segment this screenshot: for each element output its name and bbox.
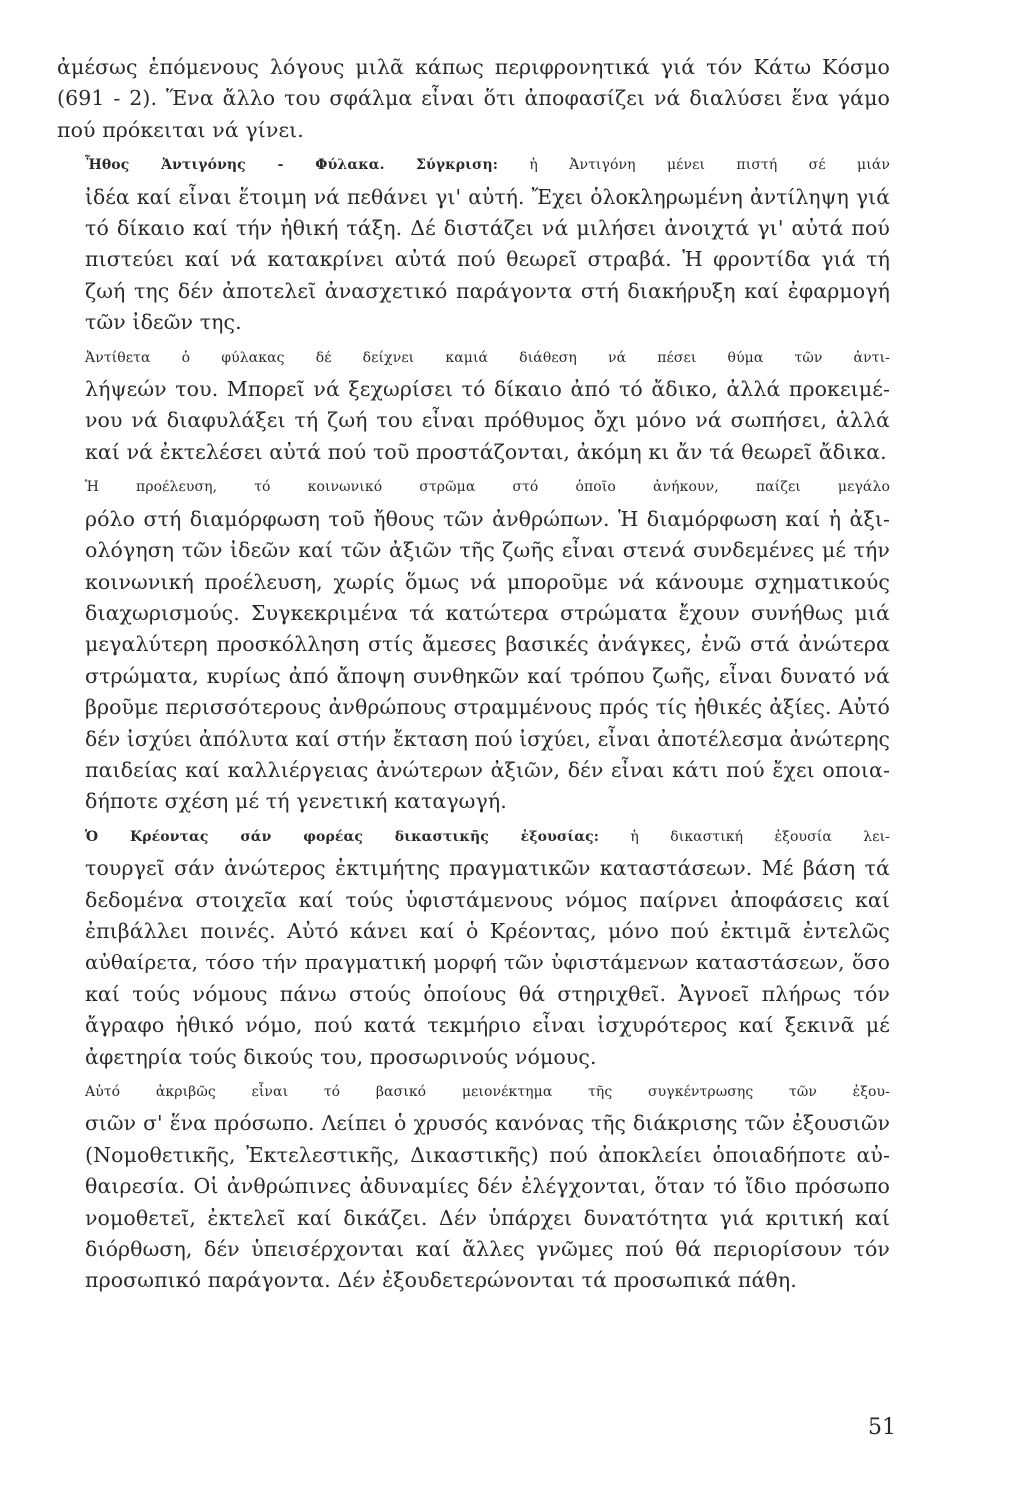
text-line: διαχωρισμούς. Συγκεκριμένα τά κατώτερα στρώματα ἔχουν συνήθως μιά bbox=[85, 600, 890, 625]
paragraph-4 bbox=[57, 472, 890, 817]
section-heading: Ὁ Κρέοντας σάν φορέας δικαστικῆς ἐξουσίας: bbox=[85, 828, 599, 845]
text-line: πού πρόκειται νά γίνει. bbox=[57, 117, 304, 142]
text-line: καί τούς νόμους πάνω στούς ὁποίους θά στηριχθεῖ. Ἀγνοεῖ πλήρως τόν bbox=[85, 981, 890, 1006]
text-line: ἄγραφο ἠθικό νόμο, πού κατά τεκμήριο εἶναι ἰσχυρότερος καί ξεκινᾶ μέ bbox=[85, 1013, 890, 1038]
paragraph-5 bbox=[57, 822, 890, 1073]
text-line: τουργεῖ σάν ἀνώτερος ἐκτιμήτης πραγματικῶν καταστάσεων. Μέ βάση τά bbox=[85, 856, 890, 881]
text-line: ζωή της δέν ἀποτελεῖ ἀνασχετικό παράγοντα στή διακήρυξη καί ἐφαρμογή bbox=[85, 278, 890, 303]
text-line: ἀμέσως ἑπόμενους λόγους μιλᾶ κάπως περιφρονητικά γιά τόν Κάτω Κόσμο bbox=[57, 55, 890, 79]
text-line: πιστεύει καί νά κατακρίνει αὐτά πού θεωρεῖ στραβά. Ἡ φροντίδα γιά τή bbox=[85, 247, 890, 272]
page-number: 51 bbox=[868, 1415, 896, 1440]
text-line: (Νομοθετικῆς, Ἐκτελεστικῆς, Δικαστικῆς) πού ἀποκλείει ὁποιαδήποτε αὐ- bbox=[85, 1142, 890, 1167]
text-line: ολόγηση τῶν ἰδεῶν καί τῶν ἀξιῶν τῆς ζωῆς εἶναι στενά συνδεμένες μέ τήν bbox=[85, 538, 890, 563]
section-heading: Ἦθος Ἀντιγόνης - Φύλακα. bbox=[85, 157, 385, 174]
text-line: σιῶν σ' ἕνα πρόσωπο. Λείπει ὁ χρυσός κανόνας τῆς διάκρισης τῶν ἐξουσιῶν bbox=[85, 1111, 890, 1136]
text-line: αὐθαίρετα, τόσο τήν πραγματική μορφή τῶν ὑφιστάμενων καταστάσεων, ὅσο bbox=[85, 950, 890, 975]
text-line: ἐπιβάλλει ποινές. Αὐτό κάνει καί ὁ Κρέοντας, μόνο πού ἐκτιμᾶ ἐντελῶς bbox=[85, 918, 890, 943]
text-line: Ἀντίθετα ὁ φύλακας δέ δείχνει καμιά διάθεση νά πέσει θύμα τῶν ἀντι- bbox=[85, 349, 890, 366]
text-line: καί νά ἐκτελέσει αὐτά πού τοῦ προστάζονται, ἀκόμη κι ἄν τά θεωρεῖ ἄδικα. bbox=[85, 439, 887, 464]
paragraph-3 bbox=[57, 343, 890, 469]
text-line: παιδείας καί καλλιέργειας ἀνώτερων ἀξιῶν, δέν εἶναι κάτι πού ἔχει οποια- bbox=[85, 757, 890, 782]
text-line: διόρθωση, δέν ὑπεισέρχονται καί ἄλλες γνῶμες πού θά περιορίσουν τόν bbox=[85, 1237, 890, 1262]
text-line: δεδομένα στοιχεῖα καί τούς ὑφιστάμενους νόμος παίρνει ἀποφάσεις καί bbox=[85, 887, 890, 912]
document-page bbox=[57, 52, 890, 1297]
paragraph-6 bbox=[57, 1077, 890, 1297]
text-fragment: ἡ Ἀντιγόνη μένει πιστή σέ μιάν bbox=[498, 157, 890, 174]
text-line: Αὐτό ἀκριβῶς εἶναι τό βασικό μειονέκτημα τῆς συγκέντρωσης τῶν ἐξου- bbox=[85, 1084, 890, 1100]
text-fragment: ἡ δικαστική ἐξουσία λει- bbox=[598, 828, 891, 845]
text-line: κοινωνική προέλευση, χωρίς ὅμως νά μποροῦμε νά κάνουμε σχηματικούς bbox=[85, 569, 890, 594]
text-line: τῶν ἰδεῶν της. bbox=[85, 310, 242, 335]
text-line: προσωπικό παράγοντα. Δέν ἐξουδετερώνονται τά προσωπικά πάθη. bbox=[85, 1268, 797, 1293]
paragraph-1 bbox=[57, 52, 890, 146]
text-line: μεγαλύτερη προσκόλληση στίς ἄμεσες βασικές ἀνάγκες, ἐνῶ στά ἀνώτερα bbox=[85, 632, 890, 657]
text-line: στρώματα, κυρίως ἀπό ἄποψη συνθηκῶν καί τρόπου ζωῆς, εἶναι δυνατό νά bbox=[85, 663, 890, 688]
text-line: λήψεών του. Μπορεῖ νά ξεχωρίσει τό δίκαιο ἀπό τό ἄδικο, ἀλλά προκειμέ- bbox=[85, 377, 890, 402]
section-subheading: Σύγκριση: bbox=[416, 157, 499, 174]
text-line: (691 - 2). Ἕνα ἄλλο του σφάλμα εἶναι ὅτι ἀποφασίζει νά διαλύσει ἕνα γάμο bbox=[57, 86, 890, 111]
paragraph-2 bbox=[57, 150, 890, 338]
text-line: ἰδέα καί εἶναι ἕτοιμη νά πεθάνει γι' αὐτή. Ἔχει ὁλοκληρωμένη ἀντίληψη γιά bbox=[85, 184, 890, 209]
text-line: Ἡ προέλευση, τό κοινωνικό στρῶμα στό ὁποῖο ἀνήκουν, παίζει μεγάλο bbox=[85, 479, 890, 496]
text-line bbox=[57, 822, 890, 853]
text-line: δήποτε σχέση μέ τή γενετική καταγωγή. bbox=[85, 789, 507, 814]
text-line: δέν ἰσχύει ἀπόλυτα καί στήν ἔκταση πού ἰσχύει, εἶναι ἀποτέλεσμα ἀνώτερης bbox=[85, 726, 890, 751]
text-line: τό δίκαιο καί τήν ἠθική τάξη. Δέ διστάζει νά μιλήσει ἀνοιχτά γι' αὐτά πού bbox=[85, 216, 890, 241]
text-line bbox=[57, 150, 890, 181]
text-line: νου νά διαφυλάξει τή ζωή του εἶναι πρόθυμος ὄχι μόνο νά σωπήσει, ἀλλά bbox=[85, 408, 890, 433]
text-line: ρόλο στή διαμόρφωση τοῦ ἤθους τῶν ἀνθρώπων. Ἡ διαμόρφωση καί ἡ ἀξι- bbox=[85, 506, 890, 531]
text-line: νομοθετεῖ, ἐκτελεῖ καί δικάζει. Δέν ὑπάρχει δυνατότητα γιά κριτική καί bbox=[85, 1205, 890, 1230]
text-line: βροῦμε περισσότερους ἀνθρώπους στραμμένους πρός τίς ἠθικές ἀξίες. Αὐτό bbox=[85, 695, 890, 720]
text-line: θαιρεσία. Οἱ ἀνθρώπινες ἀδυναμίες δέν ἐλέγχονται, ὅταν τό ἴδιο πρόσωπο bbox=[85, 1174, 890, 1199]
text-line: ἀφετηρία τούς δικούς του, προσωρινούς νόμους. bbox=[85, 1044, 597, 1069]
